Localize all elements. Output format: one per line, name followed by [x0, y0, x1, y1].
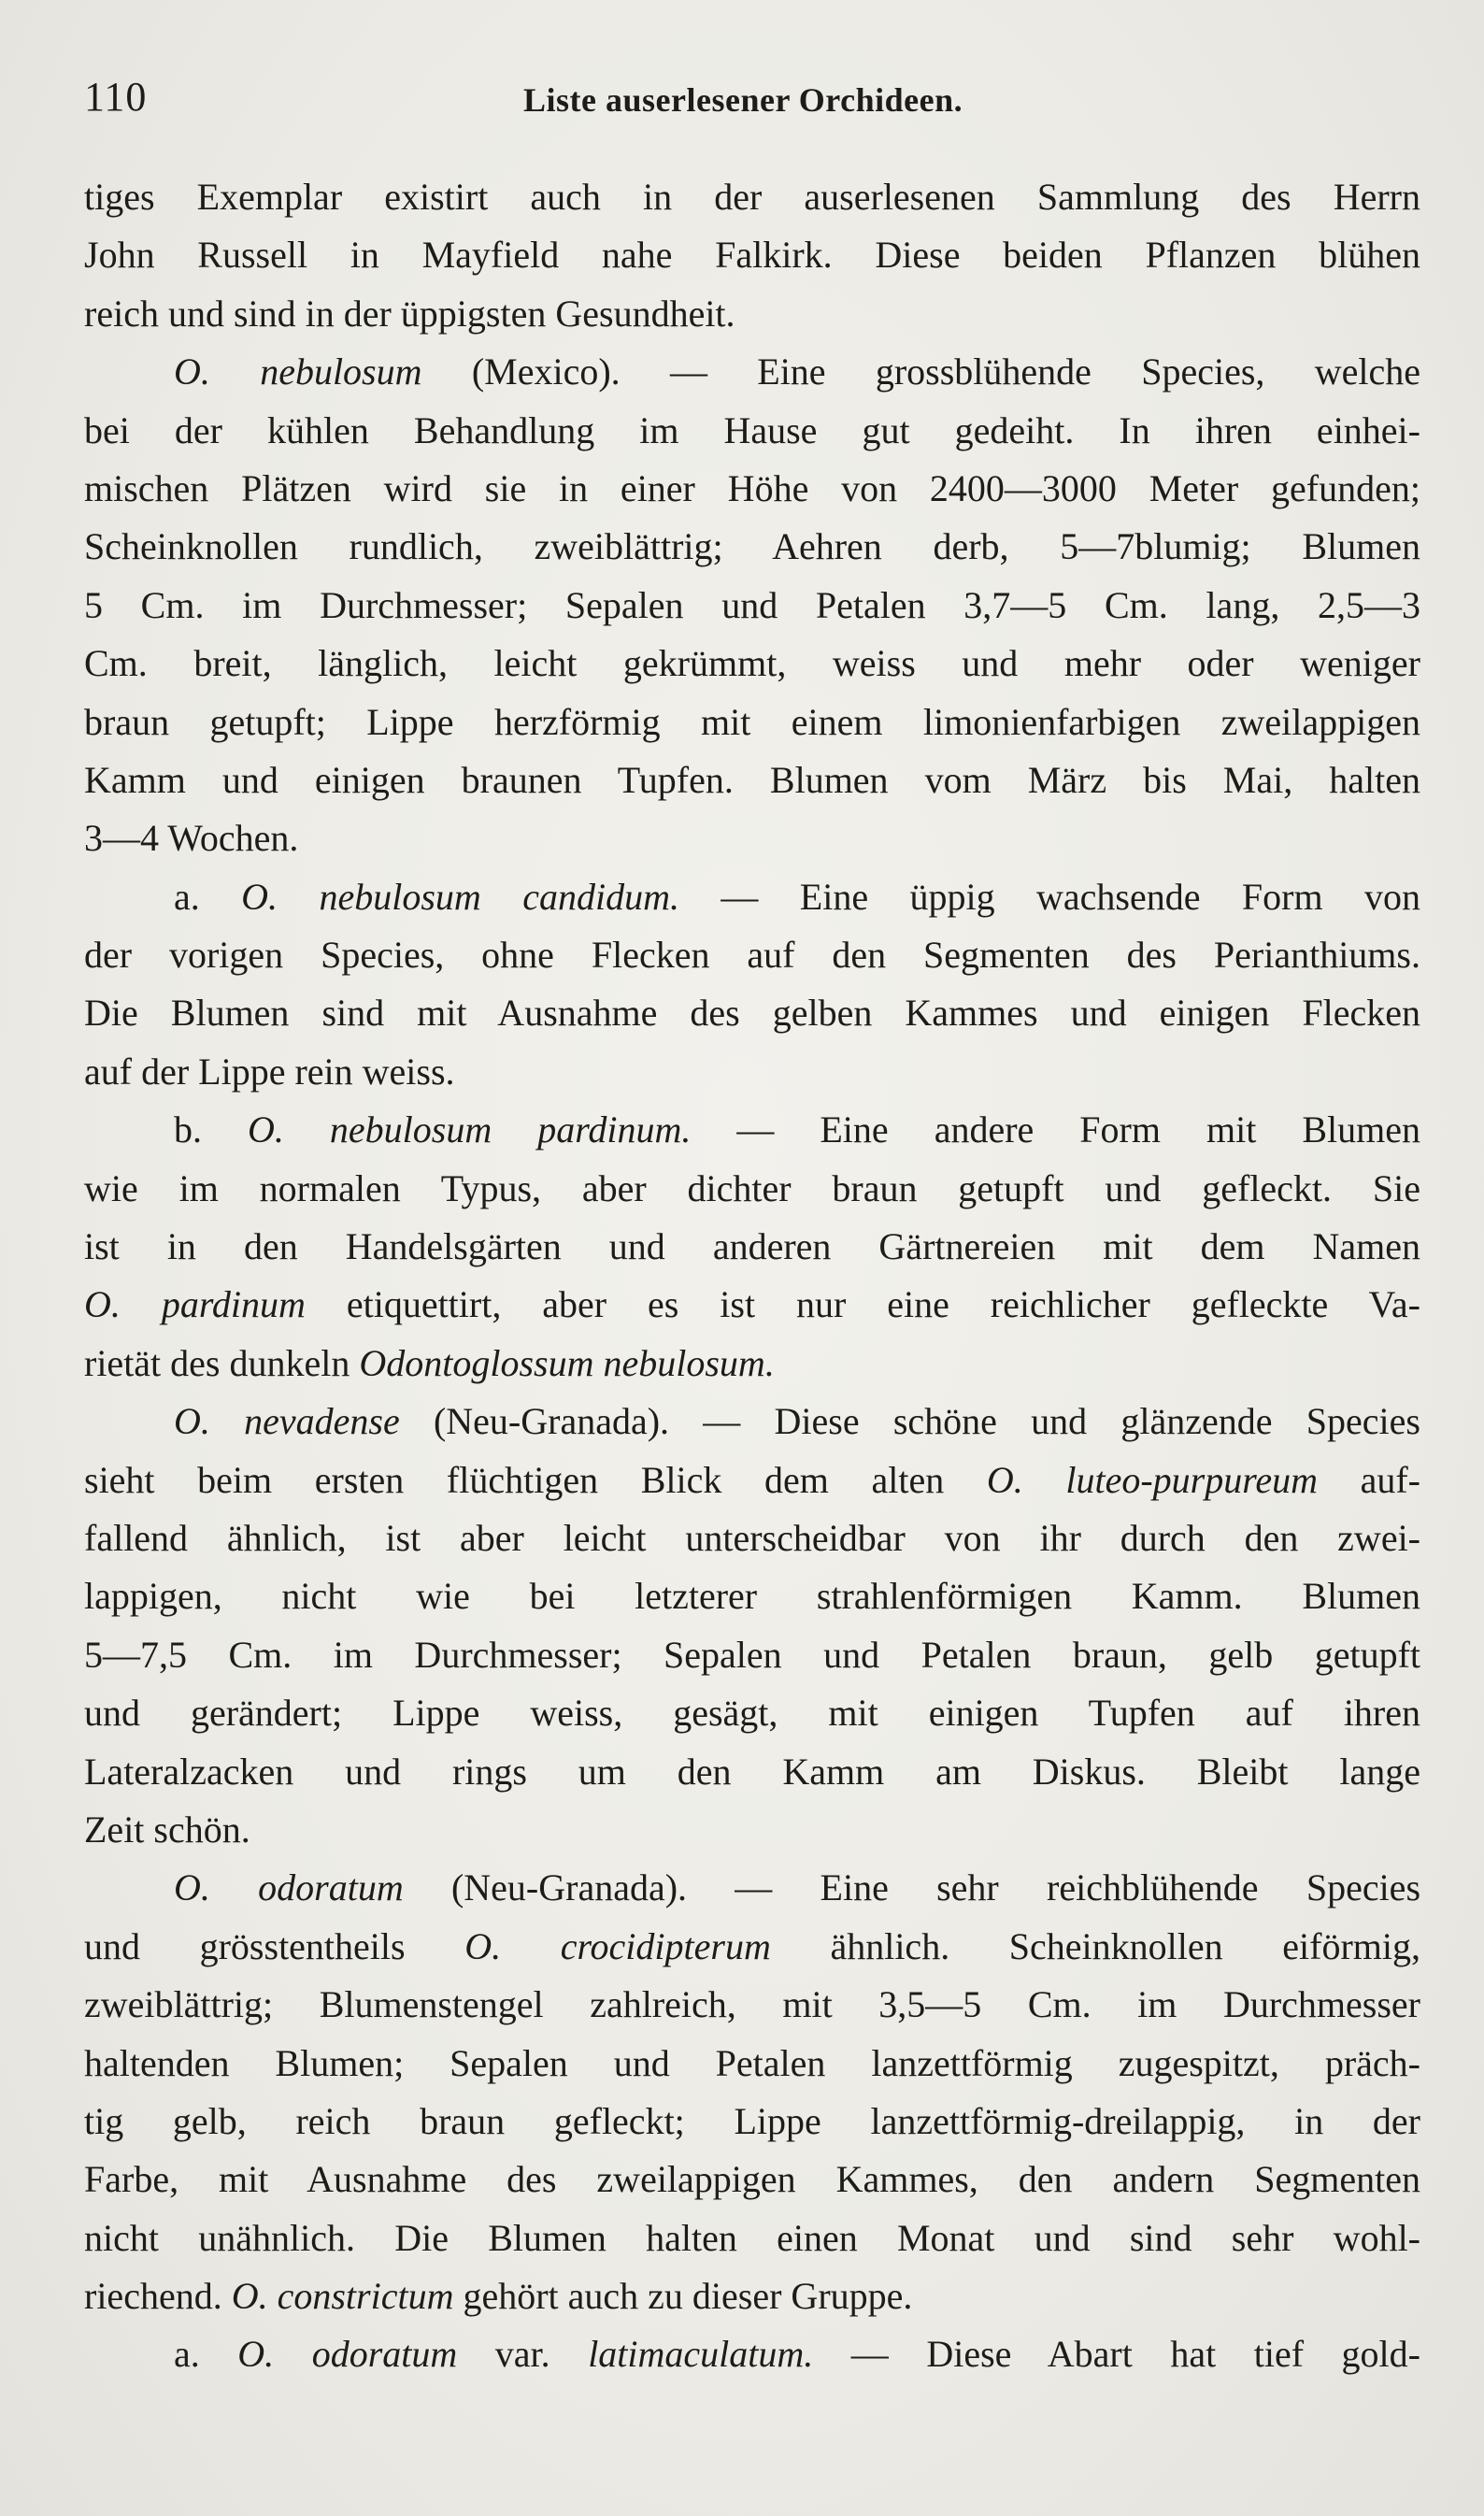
italic-text: O. nebulosum candidum. — [241, 875, 679, 918]
text-segment: fallend ähnlich, ist aber leicht unterscheidbar von ihr durch den zwei- — [84, 1516, 1420, 1559]
text-segment: Kamm und einigen braunen Tupfen. Blumen vom März bis Mai, halten — [84, 758, 1420, 801]
text-line — [84, 1859, 1420, 1917]
italic-text: O. crocidipterum — [464, 1924, 771, 1967]
text-segment: tiges Exemplar existirt auch in der auserlesenen Sammlung des Herrn — [84, 176, 1420, 218]
text-segment: Die Blumen sind mit Ausnahme des gelben Kammes und einigen Flecken — [84, 992, 1420, 1035]
text-segment: — Eine andere Form mit Blumen — [691, 1108, 1420, 1151]
italic-text: O. nebulosum pardinum. — [248, 1108, 692, 1151]
italic-text: latimaculatum. — [588, 2333, 814, 2376]
text-line — [84, 984, 1420, 1042]
text-line — [84, 460, 1420, 518]
text-segment: 5—7,5 Cm. im Durchmesser; Sepalen und Petalen braun, gelb getupft — [84, 1633, 1420, 1676]
text-line — [84, 226, 1420, 284]
text-segment: John Russell in Mayfield nahe Falkirk. Diese beiden Pflanzen blühen — [84, 234, 1420, 277]
text-line — [84, 1626, 1420, 1684]
text-segment: bei der kühlen Behandlung im Hause gut gedeiht. In ihren einhei- — [84, 408, 1420, 451]
text-line — [84, 2035, 1420, 2093]
italic-text: O. pardinum — [84, 1283, 306, 1326]
text-line — [84, 1684, 1420, 1742]
text-segment: gehört auch zu dieser Gruppe. — [453, 2275, 913, 2318]
text-line — [84, 1276, 1420, 1334]
text-line — [84, 635, 1420, 693]
running-title: Liste auserlesener Orchideen. — [523, 81, 963, 119]
text-segment: (Neu-Granada). — Diese schöne und glänzende Species — [399, 1400, 1420, 1443]
text-segment: var. — [457, 2333, 589, 2376]
text-line — [84, 1335, 1420, 1393]
text-segment: Scheinknollen rundlich, zweiblättrig; Aehren derb, 5—7blumig; Blumen — [84, 525, 1420, 568]
italic-text: O. odoratum — [174, 1866, 404, 1909]
text-segment: rietät des dunkeln — [84, 1341, 360, 1384]
text-segment: auf der Lippe rein weiss. — [84, 1050, 455, 1093]
text-segment: etiquettirt, aber es ist nur eine reichlicher gefleckte Va- — [305, 1283, 1420, 1326]
text-segment: wie im normalen Typus, aber dichter braun getupft und gefleckt. Sie — [84, 1166, 1420, 1209]
text-segment: (Neu-Granada). — Eine sehr reichblühende Species — [403, 1866, 1421, 1909]
italic-text: O. odoratum — [237, 2333, 458, 2376]
text-line — [84, 2093, 1420, 2151]
text-line — [84, 1043, 1420, 1101]
page-number: 110 — [84, 74, 148, 120]
text-line — [84, 402, 1420, 460]
text-segment: sieht beim ersten flüchtigen Blick dem alten — [84, 1458, 987, 1501]
text-line — [84, 1743, 1420, 1801]
text-line — [84, 285, 1420, 343]
text-line — [84, 1976, 1420, 2034]
italic-text: O. constrictum — [231, 2275, 454, 2318]
text-line — [84, 168, 1420, 226]
text-segment: haltenden Blumen; Sepalen und Petalen lanzettförmig zugespitzt, präch- — [84, 2041, 1420, 2084]
text-segment: riechend. — [84, 2275, 232, 2318]
italic-text: Odontoglossum nebulosum. — [359, 1341, 775, 1384]
text-segment: und gerändert; Lippe weiss, gesägt, mit einigen Tupfen auf ihren — [84, 1692, 1420, 1735]
text-line — [84, 2325, 1420, 2383]
page-header — [84, 73, 1420, 129]
text-line — [84, 2267, 1420, 2325]
text-segment: reich und sind in der üppigsten Gesundheit. — [84, 292, 735, 335]
text-segment: 3—4 Wochen. — [84, 817, 299, 860]
text-line — [84, 1160, 1420, 1218]
text-segment: ähnlich. Scheinknollen eiförmig, — [770, 1924, 1420, 1967]
text-line — [84, 1101, 1420, 1159]
text-segment: Zeit schön. — [84, 1808, 250, 1851]
text-segment: — Diese Abart hat tief gold- — [813, 2333, 1420, 2376]
text-line — [84, 577, 1420, 635]
text-line — [84, 2151, 1420, 2209]
text-segment: tig gelb, reich braun gefleckt; Lippe lanzettförmig-dreilappig, in der — [84, 2099, 1420, 2142]
italic-text: O. nevadense — [174, 1400, 400, 1443]
text-segment: mischen Plätzen wird sie in einer Höhe von 2400—3000 Meter gefunden; — [84, 466, 1420, 509]
text-segment: Cm. breit, länglich, leicht gekrümmt, weiss und mehr oder weniger — [84, 642, 1420, 685]
text-segment: zweiblättrig; Blumenstengel zahlreich, mit 3,5—5 Cm. im Durchmesser — [84, 1983, 1420, 2026]
text-line — [84, 926, 1420, 984]
text-line — [84, 1509, 1420, 1567]
text-segment: und grösstentheils — [84, 1924, 465, 1967]
text-segment: a. — [174, 875, 242, 918]
text-line — [84, 518, 1420, 576]
italic-text: O. nebulosum — [174, 350, 422, 393]
text-segment: auf- — [1317, 1458, 1420, 1501]
text-line — [84, 1451, 1420, 1509]
text-segment: — Eine üppig wachsende Form von — [678, 875, 1420, 918]
text-segment: a. — [174, 2333, 238, 2376]
text-segment: lappigen, nicht wie bei letzterer strahlenförmigen Kamm. Blumen — [84, 1575, 1420, 1618]
text-segment: Lateralzacken und rings um den Kamm am Diskus. Bleibt lange — [84, 1750, 1420, 1793]
text-segment: b. — [174, 1108, 249, 1151]
text-segment: 5 Cm. im Durchmesser; Sepalen und Petalen 3,7—5 Cm. lang, 2,5—3 — [84, 583, 1420, 626]
text-line — [84, 2209, 1420, 2267]
text-line — [84, 1393, 1420, 1451]
text-segment: der vorigen Species, ohne Flecken auf den Segmenten des Perianthiums. — [84, 934, 1420, 977]
body-text — [84, 168, 1420, 2384]
text-line — [84, 343, 1420, 401]
italic-text: O. luteo-purpureum — [986, 1458, 1318, 1501]
text-line — [84, 1918, 1420, 1976]
text-line — [84, 693, 1420, 751]
text-segment: nicht unähnlich. Die Blumen halten einen Monat und sind sehr wohl- — [84, 2216, 1420, 2259]
text-line — [84, 751, 1420, 809]
text-line — [84, 868, 1420, 926]
text-segment: braun getupft; Lippe herzförmig mit einem limonienfarbigen zweilappigen — [84, 700, 1420, 743]
text-segment: (Mexico). — Eine grossblühende Species, welche — [421, 350, 1420, 393]
text-line — [84, 809, 1420, 867]
text-line — [84, 1567, 1420, 1625]
text-segment: ist in den Handelsgärten und anderen Gärtnereien mit dem Namen — [84, 1225, 1420, 1268]
text-line — [84, 1218, 1420, 1276]
text-line — [84, 1801, 1420, 1859]
text-segment: Farbe, mit Ausnahme des zweilappigen Kammes, den andern Segmenten — [84, 2158, 1420, 2201]
